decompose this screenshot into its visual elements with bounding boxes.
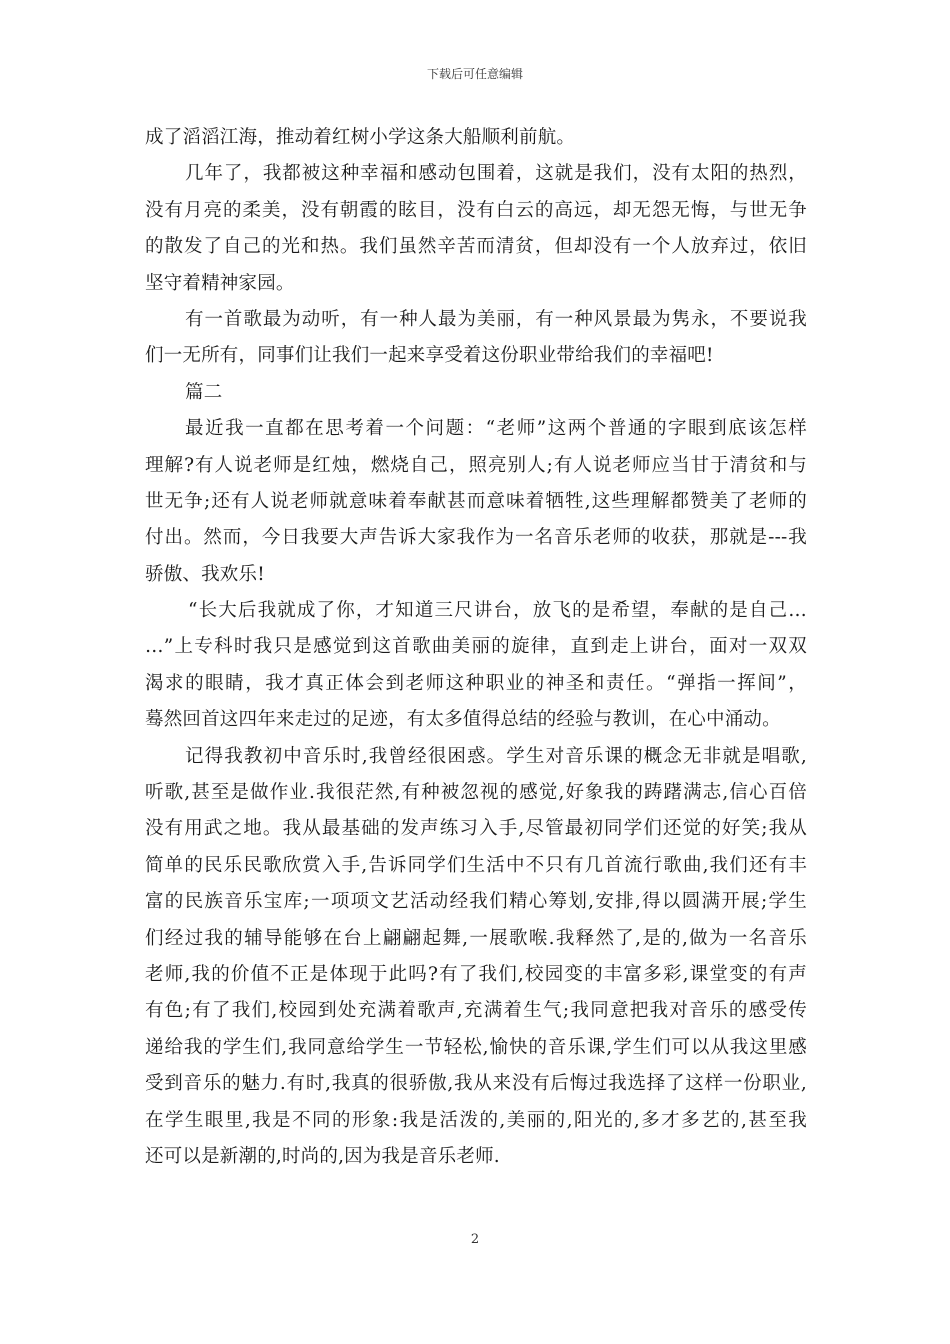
text-line: 的散发了自己的光和热。我们虽然辛苦而清贫，但却没有一个人放弃过，依旧: [145, 236, 807, 258]
text-line: 蓦然回首这四年来走过的足迹，有太多值得总结的经验与教训，在心中涌动。: [145, 709, 781, 731]
text-line: 没有月亮的柔美，没有朝霞的眩目，没有白云的高远，却无怨无悔，与世无争: [145, 199, 807, 221]
text-line: 们经过我的辅导能够在台上翩翩起舞,一展歌喉.我释然了,是的,做为一名音乐: [145, 927, 807, 949]
page-header: 下载后可任意编辑: [426, 67, 523, 81]
text-line: 坚守着精神家园。: [145, 272, 295, 294]
text-line: 受到音乐的魅力.有时,我真的很骄傲,我从来没有后悔过我选择了这样一份职业,: [145, 1073, 807, 1095]
text-line: 最近我一直都在思考着一个问题：“老师”这两个普通的字眼到底该怎样: [185, 418, 807, 440]
page-number: 2: [470, 1232, 480, 1247]
text-line: 老师,我的价值不正是体现于此吗?有了我们,校园变的丰富多彩,课堂变的有声: [145, 963, 807, 985]
text-line: 听歌,甚至是做作业.我很茫然,有种被忽视的感觉,好象我的踌躇满志,信心百倍: [145, 782, 807, 804]
text-line: 们一无所有，同事们让我们一起来享受着这份职业带给我们的幸福吧!: [145, 345, 714, 367]
text-line: 没有用武之地。我从最基础的发声练习入手,尽管最初同学们还觉的好笑;我从: [145, 818, 807, 840]
document-body: [145, 120, 807, 1175]
text-line: 有一首歌最为动听，有一种人最为美丽，有一种风景最为隽永，不要说我: [185, 308, 807, 330]
text-line: …”上专科时我只是感觉到这首歌曲美丽的旋律，直到走上讲台，面对一双双: [145, 636, 807, 658]
text-line: 简单的民乐民歌欣赏入手,告诉同学们生活中不只有几首流行歌曲,我们还有丰: [145, 854, 807, 876]
text-line: “长大后我就成了你，才知道三尺讲台，放飞的是希望，奉献的是自己…: [188, 600, 807, 622]
text-line: 有色;有了我们,校园到处充满着歌声,充满着生气;我同意把我对音乐的感受传: [145, 1000, 807, 1022]
text-line: 世无争;还有人说老师就意味着奉献甚而意味着牺牲,这些理解都赞美了老师的: [145, 490, 807, 512]
text-line: 在学生眼里,我是不同的形象:我是活泼的,美丽的,阳光的,多才多艺的,甚至我: [145, 1109, 807, 1131]
text-line: 理解?有人说老师是红烛，燃烧自己，照亮别人;有人说老师应当甘于清贫和与: [145, 454, 807, 476]
text-line: 递给我的学生们,我同意给学生一节轻松,愉快的音乐课,学生们可以从我这里感: [145, 1036, 807, 1058]
section-heading: 篇二: [185, 381, 223, 403]
text-line: 几年了，我都被这种幸福和感动包围着，这就是我们，没有太阳的热烈，: [185, 163, 807, 185]
text-line: 成了滔滔江海，推动着红树小学这条大船顺利前航。: [145, 127, 576, 148]
text-line: 付出。然而，今日我要大声告诉大家我作为一名音乐老师的收获，那就是---我: [145, 527, 807, 549]
text-line: 还可以是新潮的,时尚的,因为我是音乐老师.: [145, 1145, 500, 1167]
text-line: 骄傲、我欢乐!: [145, 563, 265, 585]
text-line: 渴求的眼睛，我才真正体会到老师这种职业的神圣和责任。“弹指一挥间”，: [145, 672, 807, 694]
text-line: 富的民族音乐宝库;一项项文艺活动经我们精心筹划,安排,得以圆满开展;学生: [145, 891, 807, 913]
text-line: 记得我教初中音乐时,我曾经很困惑。学生对音乐课的概念无非就是唱歌,: [185, 745, 807, 767]
